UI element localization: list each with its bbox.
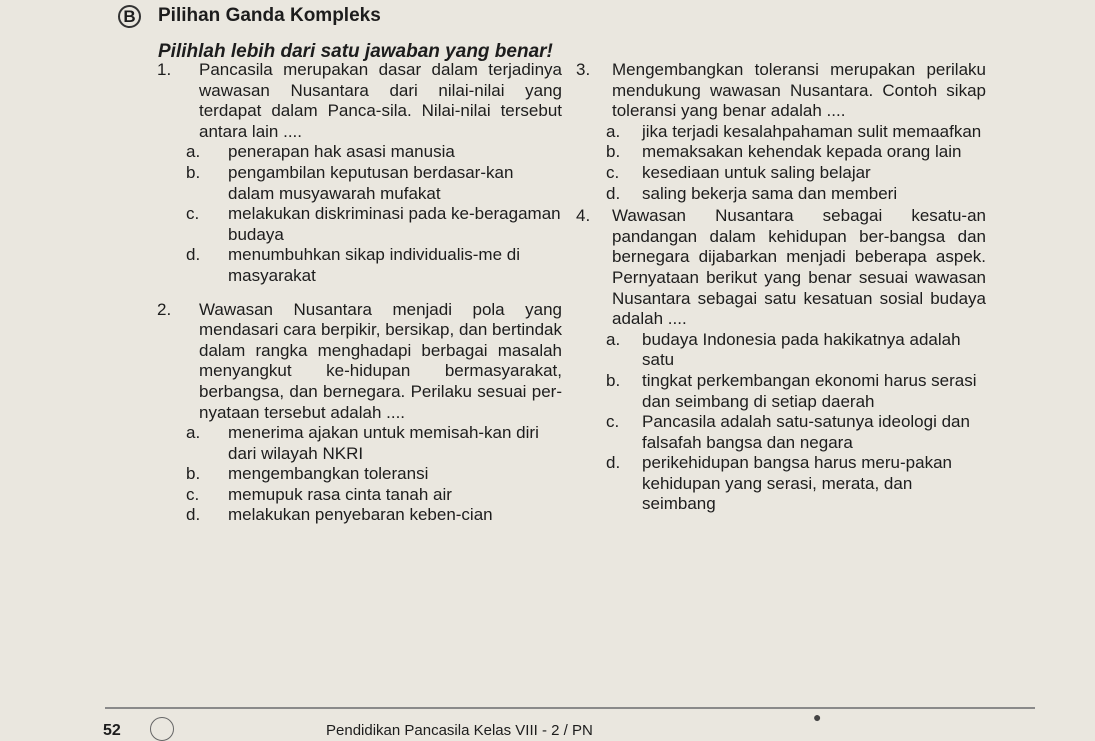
- option-letter: b.: [186, 162, 201, 182]
- option-letter: c.: [186, 484, 200, 504]
- option-letter: c.: [606, 162, 620, 182]
- option-4b: [606, 371, 986, 412]
- option-1c: [186, 204, 562, 245]
- option-text: mengembangkan toleransi: [228, 464, 429, 484]
- option-letter: d.: [186, 245, 201, 265]
- option-text: jika terjadi kesalahpahaman sulit memaafkan: [642, 121, 982, 141]
- footer-circle-icon: [150, 717, 174, 741]
- page-footer: [0, 705, 1095, 738]
- question-text: Wawasan Nusantara sebagai kesatu-an pandangan dalam kehidupan ber-bangsa dan bernegara dijabarkan menjadi beberapa aspek. Pernyataan berikut yang benar sesuai wawasan Nusantara sebagai satu kesatuan sosial budaya adalah ....: [612, 206, 986, 329]
- option-text: budaya Indonesia pada hakikatnya adalah satu: [642, 329, 961, 370]
- option-1d: [186, 245, 562, 286]
- question-number: 4.: [576, 206, 591, 226]
- option-4c: [606, 412, 986, 453]
- option-3a: [606, 122, 986, 143]
- question-3: [576, 60, 986, 122]
- question-4: [576, 206, 986, 330]
- question-2: [157, 300, 562, 424]
- page-number: 52: [103, 722, 121, 739]
- option-text: tingkat perkembangan ekonomi harus serasi dan seimbang di setiap daerah: [642, 370, 977, 411]
- option-letter: d.: [606, 453, 621, 473]
- question-number: 3.: [576, 60, 591, 79]
- question-number: 1.: [157, 60, 172, 79]
- option-text: memaksakan kehendak kepada orang lain: [642, 142, 962, 162]
- book-title: Pendidikan Pancasila Kelas VIII - 2 / PN: [326, 722, 593, 739]
- option-text: penerapan hak asasi manusia: [228, 142, 455, 162]
- option-text: Pancasila adalah satu-satunya ideologi dan falsafah bangsa dan negara: [642, 412, 970, 452]
- option-3c: [606, 163, 986, 184]
- question-text: Mengembangkan toleransi merupakan perilaku mendukung wawasan Nusantara. Contoh sikap toleransi yang benar adalah ....: [612, 60, 986, 121]
- option-letter: a.: [186, 423, 201, 443]
- option-3b: [606, 142, 986, 163]
- option-4d: [606, 453, 986, 515]
- option-letter: a.: [606, 329, 621, 349]
- question-text: Pancasila merupakan dasar dalam terjadinya wawasan Nusantara dari nilai-nilai yang terdapat dalam Panca-sila. Nilai-nilai tersebut antara lain ....: [199, 60, 562, 141]
- option-letter: a.: [606, 121, 621, 141]
- question-number: 2.: [157, 299, 172, 319]
- option-text: perikehidupan bangsa harus meru-pakan kehidupan yang serasi, merata, dan seimbang: [642, 453, 952, 514]
- option-letter: a.: [186, 142, 201, 162]
- option-letter: b.: [606, 370, 621, 390]
- option-2b: [186, 464, 562, 485]
- option-3d: [606, 184, 986, 205]
- left-column: [157, 60, 562, 526]
- option-text: memupuk rasa cinta tanah air: [228, 484, 452, 504]
- option-2c: [186, 485, 562, 506]
- option-1b: [186, 163, 562, 204]
- option-text: melakukan diskriminasi pada ke-beragaman budaya: [228, 204, 561, 244]
- right-column: [576, 60, 986, 515]
- option-1a: [186, 142, 562, 163]
- option-letter: d.: [606, 183, 621, 203]
- pin-icon: ●: [813, 709, 822, 725]
- section-title: Pilihan Ganda Kompleks: [158, 5, 381, 26]
- option-text: menerima ajakan untuk memisah-kan diri dari wilayah NKRI: [228, 423, 539, 463]
- footer-divider: [105, 707, 1035, 709]
- section-badge: B: [118, 5, 141, 28]
- option-text: saling bekerja sama dan memberi: [642, 183, 898, 203]
- question-text: Wawasan Nusantara menjadi pola yang mendasari cara berpikir, bersikap, dan bertindak dalam rangka menghadapi berbagai masalah menyangkut ke-hidupan bermasyarakat, berbangsa, dan bernegara. Perilaku sesuai per-nyataan tersebut adalah ....: [199, 299, 562, 422]
- option-letter: d.: [186, 505, 201, 525]
- option-text: kesediaan untuk saling belajar: [642, 162, 871, 182]
- question-1: [157, 60, 562, 142]
- option-2a: [186, 423, 562, 464]
- option-letter: b.: [186, 464, 201, 484]
- option-letter: c.: [606, 412, 620, 432]
- option-text: melakukan penyebaran keben-cian: [228, 505, 493, 525]
- option-text: pengambilan keputusan berdasar-kan dalam musyawarah mufakat: [228, 162, 514, 203]
- option-2d: [186, 505, 562, 526]
- option-letter: c.: [186, 204, 200, 224]
- option-4a: [606, 330, 986, 371]
- option-letter: b.: [606, 142, 621, 162]
- option-text: menumbuhkan sikap individualis-me di masyarakat: [228, 245, 520, 285]
- instruction: Pilihlah lebih dari satu jawaban yang benar!: [158, 41, 553, 62]
